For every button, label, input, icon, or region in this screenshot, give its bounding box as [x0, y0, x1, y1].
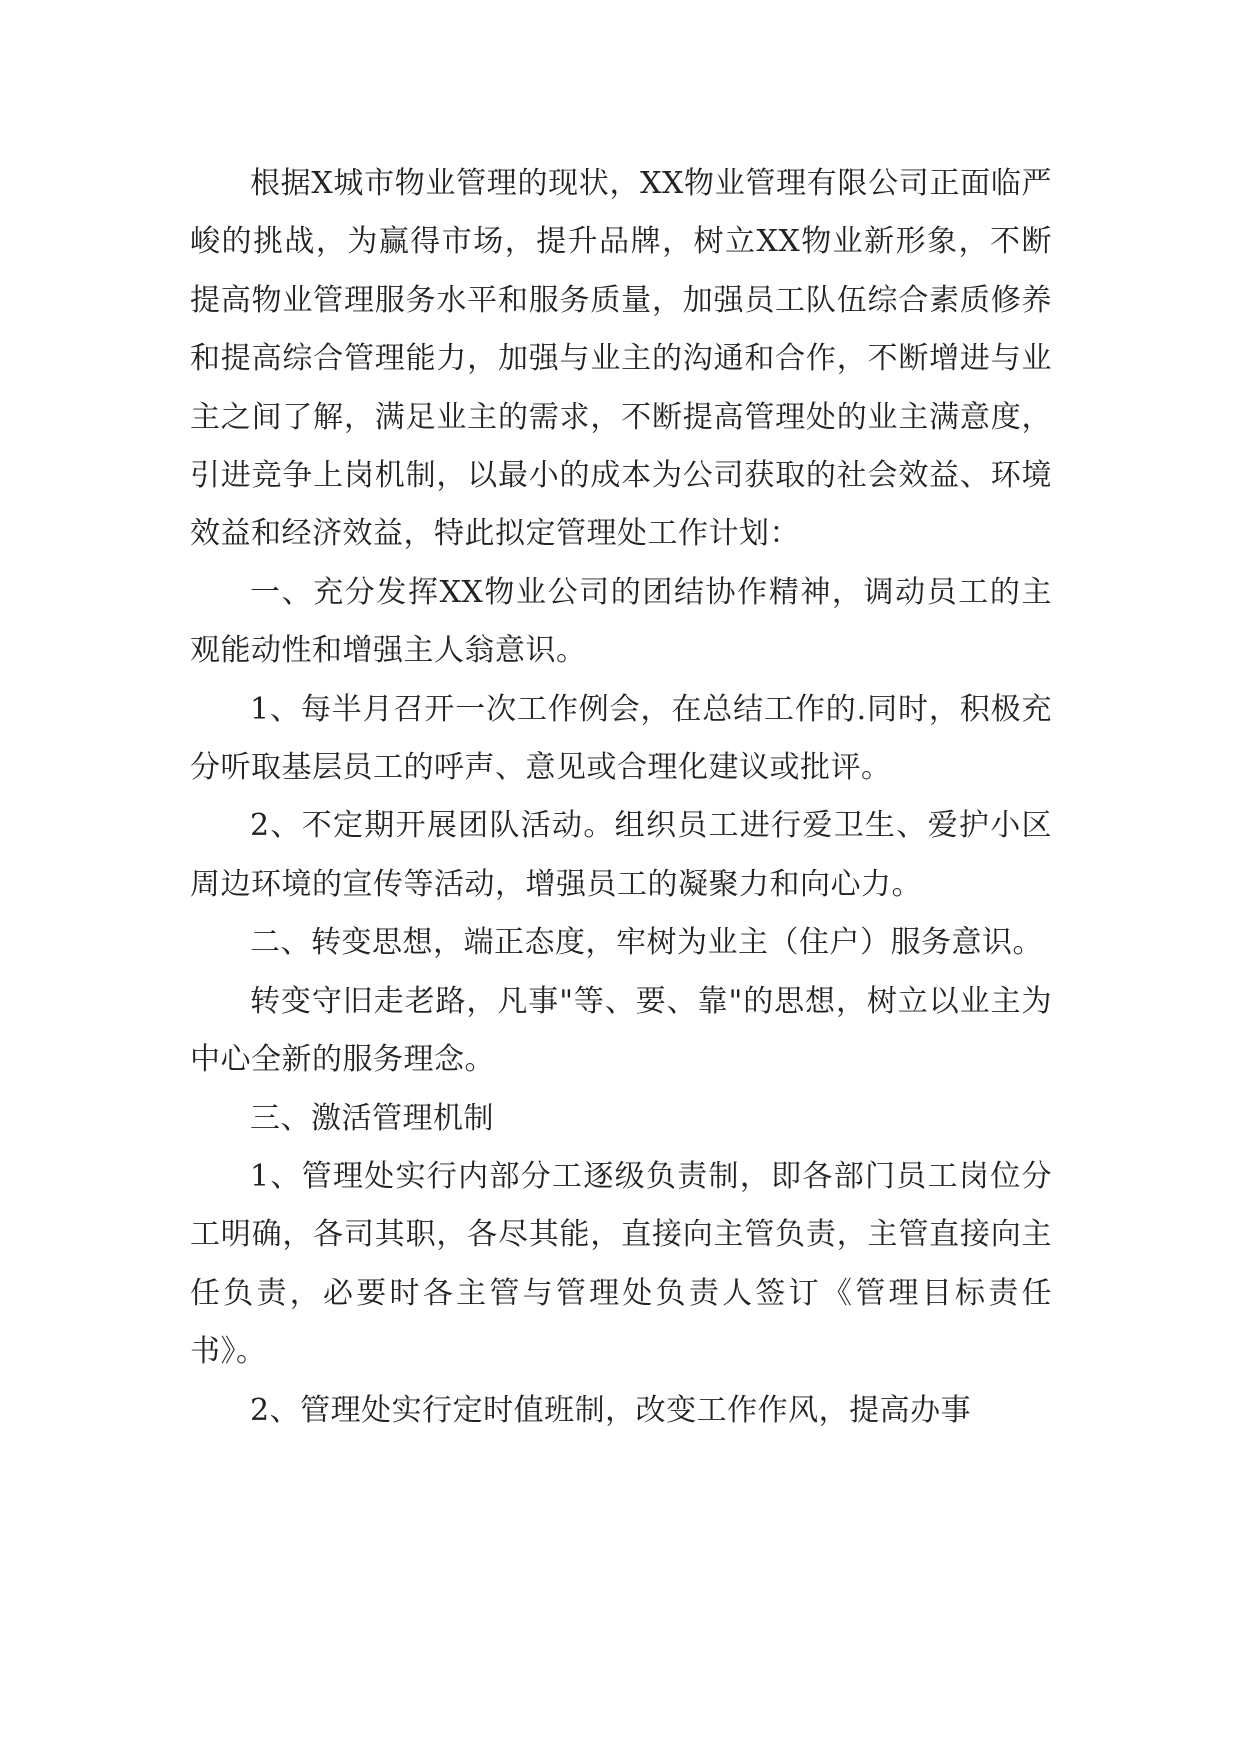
- paragraph-section-3-heading: 三、激活管理机制: [250, 1100, 494, 1136]
- paragraph-item-1-2: 2、不定期开展团队活动。组织员工进行爱卫生、爱护小区周边环境的宣传等活动，增强员工的凝聚力和向心力。: [190, 808, 1052, 902]
- document-body: [190, 155, 1052, 1440]
- paragraph-section-2-heading: 二、转变思想，端正态度，牢树为业主（住户）服务意识。: [250, 925, 1043, 961]
- paragraph-section-2-body: 转变守旧走老路，凡事"等、要、靠"的思想，树立以业主为中心全新的服务理念。: [190, 983, 1052, 1078]
- paragraph-item-3-1: 1、管理处实行内部分工逐级负责制，即各部门员工岗位分工明确，各司其职，各尽其能，直接向主管负责，主管直接向主任负责，必要时各主管与管理处负责人签订《管理目标责任书》。: [190, 1158, 1052, 1370]
- paragraph-intro: 根据X城市物业管理的现状，XX物业管理有限公司正面临严峻的挑战，为赢得市场，提升品牌，树立XX物业新形象，不断提高物业管理服务水平和服务质量，加强员工队伍综合素质修养和提高综合管理能力，加强与业主的沟通和合作，不断增进与业主之间了解，满足业主的需求，不断提高管理处的业主满意度，引进竞争上岗机制，以最小的成本为公司获取的社会效益、环境效益和经济效益，特此拟定管理处工作计划：: [190, 166, 1052, 552]
- paragraph-item-1-1: 1、每半月召开一次工作例会，在总结工作的.同时，积极充分听取基层员工的呼声、意见或合理化建议或批评。: [190, 691, 1052, 786]
- paragraph-section-1-heading: 一、充分发挥XX物业公司的团结协作精神，调动员工的主观能动性和增强主人翁意识。: [190, 574, 1052, 669]
- paragraph-item-3-2: 2、管理处实行定时值班制，改变工作作风，提高办事: [250, 1392, 972, 1428]
